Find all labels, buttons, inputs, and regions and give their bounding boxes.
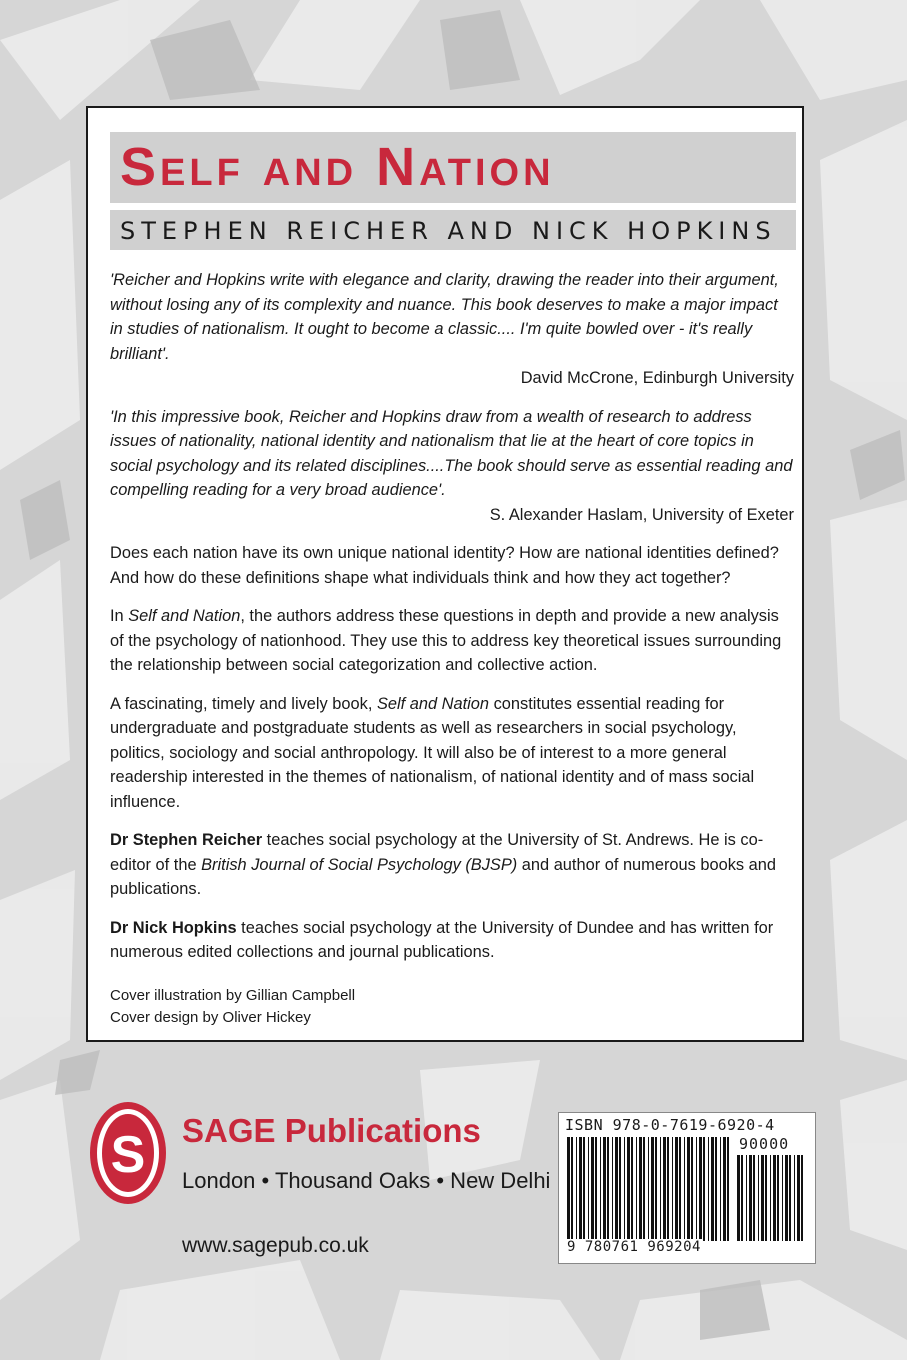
barcode-bar bbox=[595, 1137, 597, 1241]
barcode-bar bbox=[591, 1137, 594, 1241]
barcode-bar bbox=[567, 1137, 570, 1241]
barcode-bar bbox=[663, 1137, 666, 1241]
barcode-bar bbox=[588, 1137, 589, 1241]
barcode-bar bbox=[648, 1137, 649, 1241]
back-cover-panel bbox=[86, 106, 804, 1042]
barcode-bar bbox=[579, 1137, 582, 1241]
barcode-bar bbox=[770, 1155, 771, 1241]
barcode-bar bbox=[624, 1137, 625, 1241]
barcode-bar bbox=[699, 1137, 702, 1241]
barcode-bar bbox=[667, 1137, 669, 1241]
barcode-bar bbox=[696, 1137, 697, 1241]
barcode bbox=[558, 1112, 816, 1264]
barcode-bar bbox=[801, 1155, 803, 1241]
barcode-bar bbox=[794, 1155, 795, 1241]
barcode-bar bbox=[675, 1137, 678, 1241]
barcode-bar bbox=[600, 1137, 601, 1241]
ean-digits: 9 780761 969204 bbox=[567, 1239, 701, 1255]
barcode-bar bbox=[773, 1155, 776, 1241]
barcode-bar bbox=[789, 1155, 791, 1241]
barcode-bar bbox=[643, 1137, 645, 1241]
ean-bars bbox=[567, 1137, 733, 1241]
barcode-bar bbox=[639, 1137, 642, 1241]
barcode-bar bbox=[631, 1137, 633, 1241]
barcode-bar bbox=[777, 1155, 779, 1241]
review-attribution: David McCrone, Edinburgh University bbox=[520, 369, 794, 387]
barcode-bar bbox=[753, 1155, 755, 1241]
barcode-bar bbox=[603, 1137, 606, 1241]
author-bio-reicher: Dr Stephen Reicher teaches social psychology at the University of St. Andrews. He is co-editor of the British Journal of Social Psychology (BJSP) and author of numerous books and publications. bbox=[110, 831, 777, 898]
barcode-bar bbox=[684, 1137, 685, 1241]
barcode-bar bbox=[576, 1137, 577, 1241]
description-paragraph: In Self and Nation, the authors address these questions in depth and provide a new analysis of the psychology of nationhood. They use this to address key theoretical issues surrounding the relationship between social categorization and collective action. bbox=[110, 607, 782, 674]
authors-band bbox=[110, 210, 796, 250]
barcode-bar bbox=[723, 1137, 726, 1241]
addon-bars bbox=[737, 1155, 807, 1241]
description-paragraph: A fascinating, timely and lively book, Self and Nation constitutes essential reading for undergraduate and postgraduate students as well as researchers in social psychology, politics, sociology and social anthropology. It will also be of interest to a more general readership interested in the themes of nationalism, of national identity and of mass social influence. bbox=[110, 694, 755, 811]
review-quote: 'Reicher and Hopkins write with elegance and clarity, drawing the reader into their argument, without losing any of its complexity and nuance. This book deserves to make a major impact in studies of nationalism. It ought to become a classic.... I'm quite bowled over - it's really brilliant'. bbox=[110, 271, 779, 363]
barcode-bar bbox=[612, 1137, 613, 1241]
barcode-bar bbox=[619, 1137, 621, 1241]
price-code: 90000 bbox=[739, 1135, 790, 1153]
title-band bbox=[110, 132, 796, 203]
author-bio-hopkins: Dr Nick Hopkins teaches social psychology at the University of Dundee and has written for numerous edited collections and journal publications. bbox=[110, 918, 774, 961]
barcode-bar bbox=[691, 1137, 693, 1241]
barcode-bar bbox=[672, 1137, 673, 1241]
barcode-bar bbox=[715, 1137, 717, 1241]
barcode-bar bbox=[797, 1155, 800, 1241]
barcode-bar bbox=[765, 1155, 767, 1241]
barcode-bar bbox=[708, 1137, 709, 1241]
barcode-bar bbox=[741, 1155, 743, 1241]
barcode-bar bbox=[737, 1155, 740, 1241]
review-quote: 'In this impressive book, Reicher and Hopkins draw from a wealth of research to address issues of nationality, national identity and nationalism that lie at the heart of core topics in social psychology and its related disciplines....The book should serve as essential reading and compelling reading for a very broad audience'. bbox=[110, 407, 793, 499]
barcode-bar bbox=[720, 1137, 721, 1241]
barcode-bar bbox=[583, 1137, 585, 1241]
barcode-bar bbox=[687, 1137, 690, 1241]
description-paragraph: Does each nation have its own unique national identity? How are national identities defined? And how do these definitions shape what individuals think and how they act together? bbox=[110, 544, 779, 587]
barcode-bar bbox=[785, 1155, 788, 1241]
barcode-bar bbox=[679, 1137, 681, 1241]
barcode-bar bbox=[711, 1137, 714, 1241]
blurb-text bbox=[110, 268, 794, 1029]
isbn-label: ISBN 978-0-7619-6920-4 bbox=[565, 1116, 775, 1134]
book-authors: STEPHEN REICHER AND NICK HOPKINS bbox=[120, 217, 777, 245]
book-title: Self and Nation bbox=[120, 137, 555, 197]
sage-logo-icon bbox=[88, 1100, 168, 1206]
review-attribution: S. Alexander Haslam, University of Exeter bbox=[489, 505, 794, 524]
barcode-bar bbox=[727, 1137, 729, 1241]
publisher-website[interactable]: www.sagepub.co.uk bbox=[182, 1234, 369, 1257]
barcode-bar bbox=[655, 1137, 657, 1241]
barcode-bar bbox=[758, 1155, 759, 1241]
barcode-bar bbox=[703, 1137, 705, 1241]
barcode-bar bbox=[749, 1155, 752, 1241]
barcode-bar bbox=[571, 1137, 573, 1241]
barcode-bar bbox=[746, 1155, 747, 1241]
design-credit: Cover design by Oliver Hickey bbox=[110, 1008, 311, 1026]
illustration-credit: Cover illustration by Gillian Campbell bbox=[110, 986, 356, 1004]
barcode-bar bbox=[660, 1137, 661, 1241]
publisher-name: SAGE Publications bbox=[182, 1112, 481, 1149]
publisher-cities: London • Thousand Oaks • New Delhi bbox=[182, 1168, 551, 1193]
barcode-bar bbox=[761, 1155, 764, 1241]
barcode-bar bbox=[627, 1137, 630, 1241]
barcode-bar bbox=[782, 1155, 783, 1241]
barcode-bar bbox=[636, 1137, 637, 1241]
barcode-bar bbox=[607, 1137, 609, 1241]
barcode-bar bbox=[615, 1137, 618, 1241]
svg-text:S: S bbox=[110, 1126, 146, 1184]
barcode-bar bbox=[651, 1137, 654, 1241]
cover-credits bbox=[110, 985, 794, 1029]
